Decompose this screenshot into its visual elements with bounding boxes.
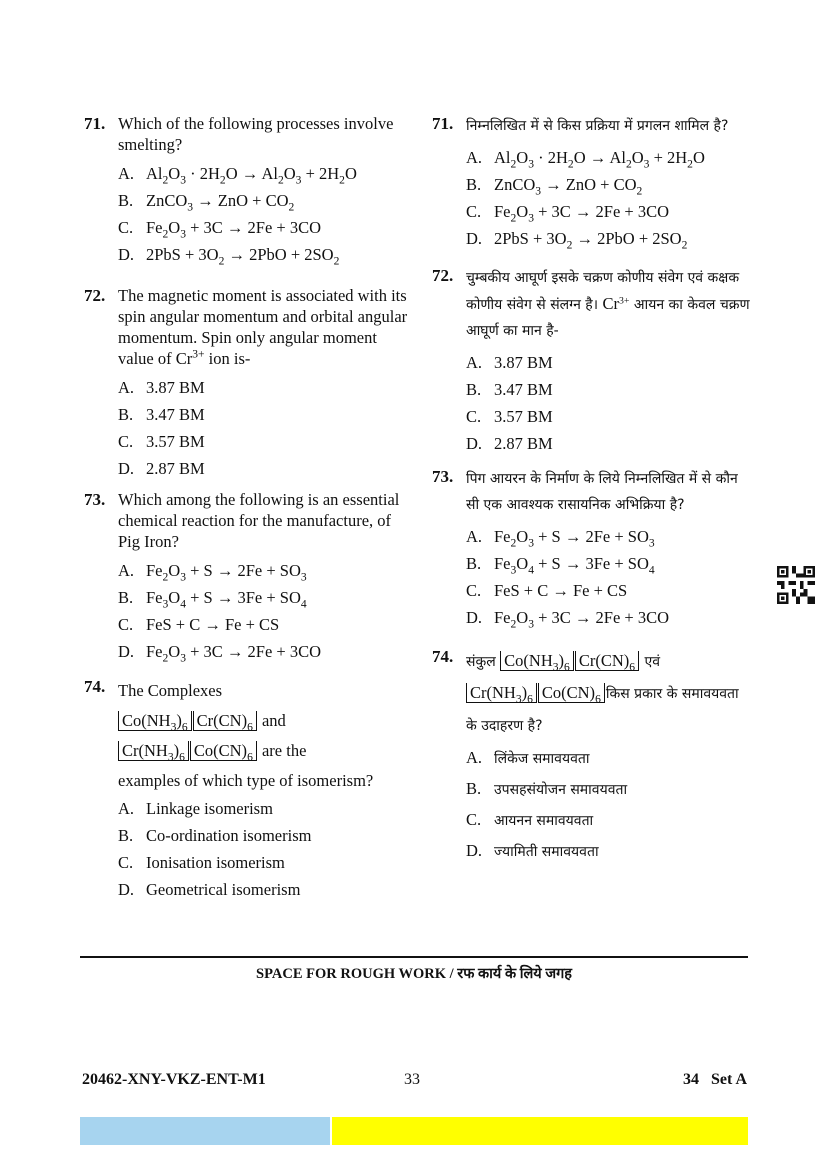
option-a: A. $Fe_2O_3 + S \to 2Fe + SO_3$ [118, 561, 307, 584]
options-list [118, 796, 409, 904]
question-72-en [84, 285, 409, 483]
question-71-en [84, 113, 409, 269]
options-list [118, 375, 409, 483]
page-number: 33 [404, 1071, 420, 1088]
paper-code: 20462-XNY-VKZ-ENT-M1 [82, 1071, 266, 1088]
options-list [466, 744, 752, 868]
set-label: 34 Set A [683, 1071, 747, 1088]
option-a: A. लिंकेज समावयवता [466, 748, 590, 767]
option-c: C. $Fe_2O_3 + 3C \to 2Fe + 3CO$ [466, 202, 670, 225]
option-c: C. Ionisation isomerism [118, 853, 285, 872]
question-73-en [84, 489, 409, 666]
option-a: A. $Al_2O_3 \cdot 2H_2O \to Al_2O_3 + 2H_2O$ [466, 148, 705, 171]
option-b: B. Co-ordination isomerism [118, 826, 312, 845]
options-list [466, 350, 752, 458]
rough-work-label: SPACE FOR ROUGH WORK / रफ कार्य के लिये जगह [256, 966, 572, 982]
option-b: B. ZnCO$_3$ → ZnO + $CO_2$ [466, 175, 643, 198]
english-column [84, 113, 409, 904]
question-number: 73. [84, 490, 106, 509]
option-b: B. ZnCO$_3$ → ZnO + $CO_2$ [118, 191, 295, 214]
option-b: B. 3.47 BM [118, 405, 205, 424]
option-d: D. $Fe_2O_3 + 3C \to 2Fe + 3CO$ [118, 642, 322, 665]
question-number: 72. [84, 286, 106, 305]
option-c: C. $Fe_2O_3 + 3C \to 2Fe + 3CO$ [118, 218, 322, 241]
options-list [118, 161, 409, 269]
option-c: C. FeS + C → Fe + CS [118, 615, 280, 634]
options-list [118, 558, 409, 666]
question-number: 71. [432, 114, 454, 133]
question-text: चुम्बकीय आघूर्ण इसके चक्रण कोणीय संवेग एवं कक्षक कोणीय संवेग से संलग्न है। $Cr^{3+}$ आयन का केवल चक्रण आघूर्ण का मान है- [466, 270, 750, 339]
option-c: C. 3.57 BM [118, 432, 205, 451]
qr-code-icon [776, 566, 816, 604]
option-c: C. आयनन समावयवता [466, 810, 594, 829]
question-text: The magnetic moment is associated with its spin angular momentum and orbital angular momentum. Spin only angular moment value of $Cr^{3+}$ ion is- [118, 286, 408, 368]
option-b: B. $Fe_3O_4 + S \to 3Fe + SO_4$ [466, 554, 655, 577]
question-71-hi [432, 113, 752, 253]
option-a: A. 3.87 BM [118, 378, 205, 397]
question-72-hi [432, 265, 752, 458]
option-c: C. 3.57 BM [466, 407, 553, 426]
question-number: 74. [84, 677, 106, 696]
option-d: D. 2.87 BM [466, 434, 553, 453]
options-list [466, 524, 752, 632]
option-d: D. $2PbS + 3O_2 \to 2PbO + 2SO_2$ [118, 245, 340, 268]
option-a: A. $Al_2O_3 \cdot 2H_2O \to Al_2O_3 + 2H_2O$ [118, 164, 357, 187]
option-b: B. 3.47 BM [466, 380, 553, 399]
option-d: D. 2.87 BM [118, 459, 205, 478]
hindi-column [432, 113, 752, 868]
question-73-hi [432, 466, 752, 632]
option-b: B. उपसहसंयोजन समावयवता [466, 779, 628, 798]
question-text: पिग आयरन के निर्माण के लिये निम्नलिखित में से कौन सी एक आवश्यक रासायनिक अभिक्रिया है? [466, 471, 738, 513]
divider [80, 956, 748, 958]
question-number: 72. [432, 266, 454, 285]
question-text: संकुल $Co(NH_3)_6$ $Cr(CN)_6$ एवं $Cr(NH_3)_6$ $Co(CN)_6$ किस प्रकार के समावयवता के उदाहरण है? [466, 651, 739, 734]
option-a: A. Linkage isomerism [118, 799, 273, 818]
option-d: D. $2PbS + 3O_2 \to 2PbO + 2SO_2$ [466, 229, 688, 252]
question-number: 74. [432, 647, 454, 666]
question-text: Which among the following is an essential chemical reaction for the manufacture, of Pig Iron? [118, 490, 400, 551]
option-d: D. ज्यामिती समावयवता [466, 841, 599, 860]
option-b: B. $Fe_3O_4 + S \to 3Fe + SO_4$ [118, 588, 307, 611]
question-text: The Complexes $Co(NH_3)_6$ $Cr(CN)_6$ and $Cr(NH_3)_6$ $Co(CN)_6$ are the examples of which type of isomerism? [118, 681, 374, 790]
option-d: D. Geometrical isomerism [118, 880, 301, 899]
question-number: 73. [432, 467, 454, 486]
option-a: A. 3.87 BM [466, 353, 553, 372]
question-74-en [84, 676, 409, 904]
options-list [466, 145, 752, 253]
option-c: C. FeS + C → Fe + CS [466, 581, 628, 600]
question-text: निम्नलिखित में से किस प्रक्रिया में प्रगलन शामिल है? [466, 118, 729, 134]
question-number: 71. [84, 114, 106, 133]
option-d: D. $Fe_2O_3 + 3C \to 2Fe + 3CO$ [466, 608, 670, 631]
question-text: Which of the following processes involve smelting? [118, 114, 394, 154]
color-band-yellow [332, 1117, 748, 1145]
question-74-hi [432, 646, 752, 868]
color-band-blue [80, 1117, 330, 1145]
option-a: A. $Fe_2O_3 + S \to 2Fe + SO_3$ [466, 527, 655, 550]
